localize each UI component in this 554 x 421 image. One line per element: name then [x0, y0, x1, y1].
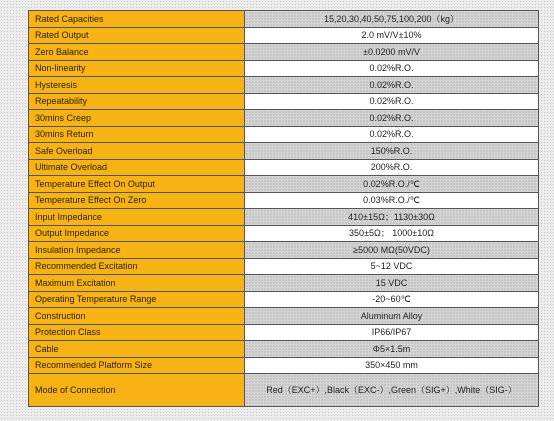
spec-row-cable [29, 341, 539, 358]
value-input-impedance: 410±15Ω；1130±30Ω [245, 209, 539, 226]
param-ultimate-overload: Ultimate Overload [29, 159, 245, 176]
value-protection-class: IP66/IP67 [245, 324, 539, 341]
value-hysteresis: 0.02%R.O. [245, 77, 539, 94]
param-maximum-excitation: Maximum Excitation [29, 275, 245, 292]
value-rated-capacities: 15,20,30,40,50,75,100,200（kg） [245, 11, 539, 28]
param-safe-overload: Safe Overload [29, 143, 245, 160]
param-non-linearity: Non-linearity [29, 60, 245, 77]
param-rated-capacities: Rated Capacities [29, 11, 245, 28]
spec-row-non-linearity [29, 60, 539, 77]
specifications-table [28, 10, 539, 407]
param-insulation-impedance: Insulation Impedance [29, 242, 245, 259]
param-repeatability: Repeatability [29, 93, 245, 110]
value-return: 0.02%R.O. [245, 126, 539, 143]
value-temp-effect-zero: 0.03%R.O./℃ [245, 192, 539, 209]
spec-row-output-impedance [29, 225, 539, 242]
param-protection-class: Protection Class [29, 324, 245, 341]
value-temp-effect-output: 0.02%R.O./℃ [245, 176, 539, 193]
spec-row-temp-effect-zero [29, 192, 539, 209]
value-output-impedance: 350±5Ω； 1000±10Ω [245, 225, 539, 242]
spec-row-creep [29, 110, 539, 127]
spec-row-recommended-excitation [29, 258, 539, 275]
spec-row-construction [29, 308, 539, 325]
param-recommended-excitation: Recommended Excitation [29, 258, 245, 275]
param-operating-temperature: Operating Temperature Range [29, 291, 245, 308]
spec-row-mode-of-connection [29, 374, 539, 407]
spec-row-platform-size [29, 357, 539, 374]
spec-row-repeatability [29, 93, 539, 110]
spec-row-safe-overload [29, 143, 539, 160]
param-temp-effect-zero: Temperature Effect On Zero [29, 192, 245, 209]
value-ultimate-overload: 200%R.O. [245, 159, 539, 176]
param-cable: Cable [29, 341, 245, 358]
param-input-impedance: Input Impedance [29, 209, 245, 226]
spec-row-temp-effect-output [29, 176, 539, 193]
value-recommended-excitation: 5~12 VDC [245, 258, 539, 275]
value-repeatability: 0.02%R.O. [245, 93, 539, 110]
spec-row-protection-class [29, 324, 539, 341]
value-safe-overload: 150%R.O. [245, 143, 539, 160]
spec-row-input-impedance [29, 209, 539, 226]
spec-row-return [29, 126, 539, 143]
param-temp-effect-output: Temperature Effect On Output [29, 176, 245, 193]
spec-row-operating-temperature [29, 291, 539, 308]
value-maximum-excitation: 15 VDC [245, 275, 539, 292]
value-non-linearity: 0.02%R.O. [245, 60, 539, 77]
spec-row-hysteresis [29, 77, 539, 94]
param-creep: 30mins Creep [29, 110, 245, 127]
value-operating-temperature: -20~60℃ [245, 291, 539, 308]
spec-row-insulation-impedance [29, 242, 539, 259]
param-rated-output: Rated Output [29, 27, 245, 44]
value-zero-balance: ±0.0200 mV/V [245, 44, 539, 61]
param-return: 30mins Return [29, 126, 245, 143]
value-insulation-impedance: ≥5000 MΩ(50VDC) [245, 242, 539, 259]
param-platform-size: Recommended Platform Size [29, 357, 245, 374]
value-platform-size: 350×450 mm [245, 357, 539, 374]
param-zero-balance: Zero Balance [29, 44, 245, 61]
param-output-impedance: Output Impedance [29, 225, 245, 242]
param-construction: Construction [29, 308, 245, 325]
spec-row-zero-balance [29, 44, 539, 61]
value-creep: 0.02%R.O. [245, 110, 539, 127]
value-construction: Aluminum Alloy [245, 308, 539, 325]
value-cable: Φ5×1.5m [245, 341, 539, 358]
value-mode-of-connection: Red（EXC+）,Black（EXC-）,Green（SIG+）,White（SIG-） [245, 374, 539, 407]
spec-row-maximum-excitation [29, 275, 539, 292]
value-rated-output: 2.0 mV/V±10% [245, 27, 539, 44]
param-mode-of-connection: Mode of Connection [29, 374, 245, 407]
param-hysteresis: Hysteresis [29, 77, 245, 94]
spec-row-rated-output [29, 27, 539, 44]
spec-row-ultimate-overload [29, 159, 539, 176]
spec-row-rated-capacities [29, 11, 539, 28]
